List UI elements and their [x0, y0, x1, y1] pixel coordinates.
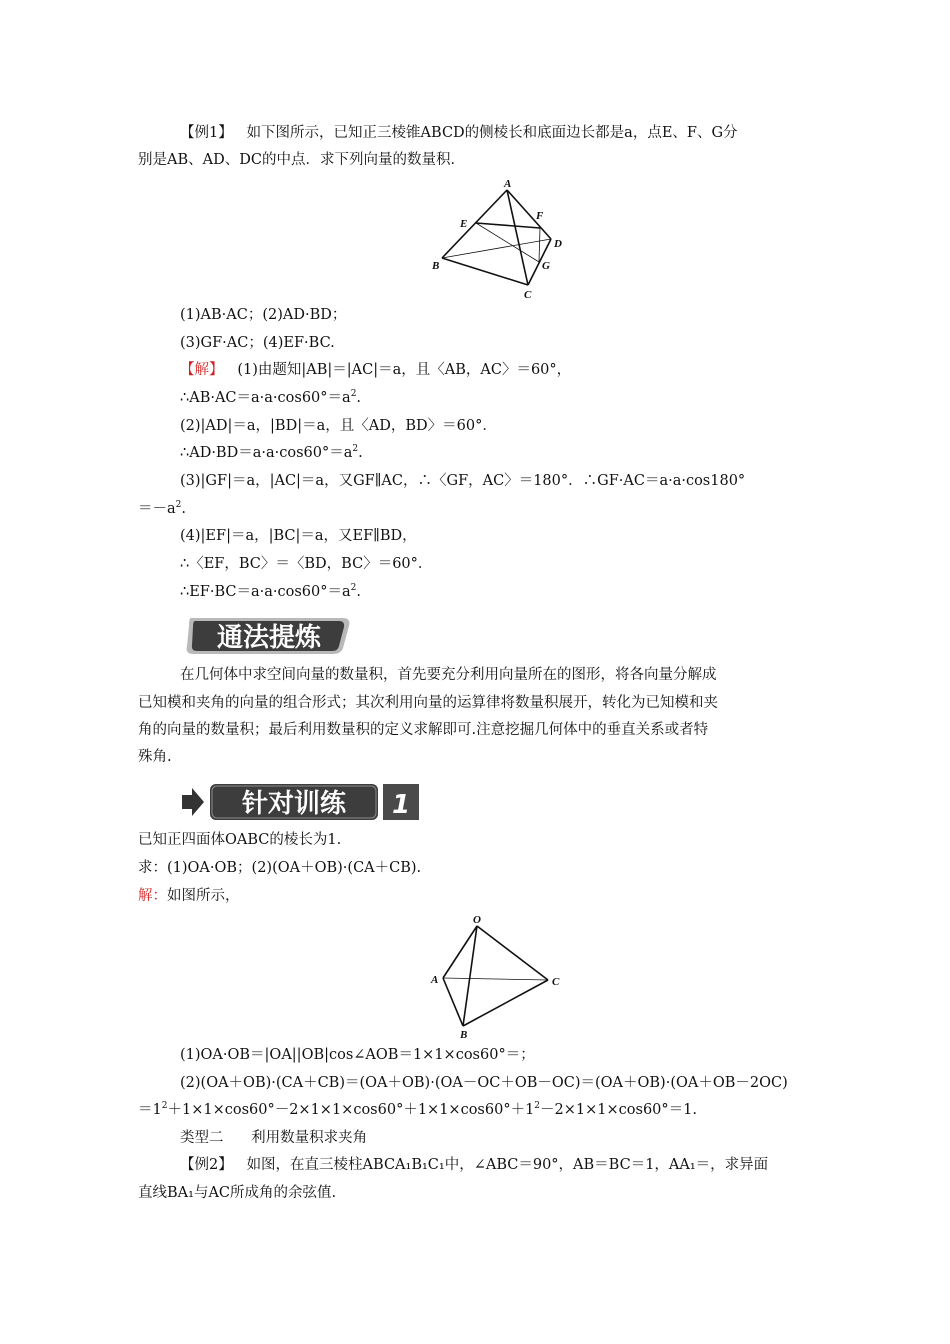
training-solution-line2: (2)(OA＋OB)·(CA＋CB)＝(OA＋OB)·(OA－OC＋OB－OC)＝(OA＋OB)·(OA＋OB－2OC): [180, 1075, 788, 1091]
method-line3: 角的向量的数量积；最后利用数量积的定义求解即可.注意挖掘几何体中的垂直关系或者特: [138, 722, 709, 738]
fig2-label-O: O: [473, 914, 481, 926]
training-banner-number: 1: [391, 790, 411, 820]
fig1-label-F: F: [536, 210, 544, 222]
solution-line3: (2)|AD|＝a，|BD|＝a，且〈AD，BD〉＝60°．: [180, 418, 497, 434]
arrow-right-icon: [182, 788, 204, 816]
training-solution-tag: 解：: [138, 888, 167, 904]
method-line1: 在几何体中求空间向量的数量积，首先要充分利用向量所在的图形，将各向量分解成: [180, 667, 717, 683]
method-line2: 已知模和夹角的向量的组合形式；其次利用向量的运算律将数量积展开，转化为已知模和夹: [138, 695, 718, 711]
training-banner-text: 针对训练: [241, 789, 347, 819]
training-solution-line3: $=1^2+1\times 1\times\cos 60^\circ-2\times 1\times 1\times\cos 60^\circ+1\times 1\times\cos 60^\circ+1^2-2\times 1\times 1\times\cos 60^\circ=1$.: [138, 1101, 697, 1118]
type2-label: 类型二: [180, 1130, 224, 1146]
example2-line2: 直线BA₁与AC所成角的余弦值.: [138, 1185, 337, 1201]
fig1-label-E: E: [460, 218, 468, 230]
fig1-label-C: C: [524, 289, 532, 301]
solution-line8: ∴〈EF，BC〉＝〈BD，BC〉＝60°．: [180, 556, 433, 572]
solution-line2: $\therefore AB\cdot AC=a\cdot a\cdot\cos 60^\circ=a^2$.: [180, 389, 362, 406]
solution-line4: $\therefore AD\cdot BD=a\cdot a\cdot\cos 60^\circ=a^2$.: [180, 444, 363, 461]
training-solution-intro: 解：如图所示，: [138, 888, 240, 904]
fig1-label-B: B: [432, 260, 440, 272]
solution-line6: $=-a^2$.: [138, 500, 186, 517]
example2-line1: 【例2】 如图，在直三棱柱ABCA₁B₁C₁中，∠ABC＝90°，AB＝BC＝1，AA₁＝，求异面: [180, 1157, 769, 1173]
fig2-label-A: A: [431, 974, 439, 986]
method-banner-text: 通法提炼: [216, 623, 322, 653]
training-line2: 求：(1)OA·OB；(2)(OA＋OB)·(CA＋CB).: [138, 860, 422, 876]
solution-line1: 【解】 (1)由题知|AB|＝|AC|＝a，且〈AB，AC〉＝60°，: [180, 362, 572, 378]
method-line4: 殊角.: [138, 749, 172, 765]
example1-tag: 【例1】: [180, 125, 233, 141]
solution-line7: (4)|EF|＝a，|BC|＝a，又EF∥BD，: [180, 528, 417, 544]
fig2-label-B: B: [460, 1029, 468, 1041]
solution-line5: (3)|GF|＝a，|AC|＝a，又GF∥AC，∴〈GF，AC〉＝180°．∴GF·AC＝a·a·cos180°: [180, 473, 746, 489]
solution-line9: $\therefore EF\cdot BC=a\cdot a\cdot\cos 60^\circ=a^2$.: [180, 583, 361, 600]
tetrahedron-figure-1: [420, 172, 580, 307]
example1-text: 如下图所示，已知正三棱锥ABCD的侧棱长和底面边长都是a，点E、F、G分: [246, 125, 738, 141]
training-line1: 已知正四面体OABC的棱长为1.: [138, 832, 342, 848]
type2-heading: [180, 1128, 367, 1148]
question-1-2: (1)AB·AC；(2)AD·BD；: [180, 307, 347, 323]
example1-line1: [180, 123, 738, 143]
method-banner: [183, 614, 353, 656]
type2-title: 利用数量积求夹角: [251, 1130, 368, 1146]
fig2-label-C: C: [552, 976, 560, 988]
training-solution-line1: (1)OA·OB＝|OA||OB|cos∠AOB＝1×1×cos60°＝；: [180, 1047, 535, 1063]
example2-tag: 【例2】: [180, 1157, 233, 1173]
training-banner: [180, 780, 425, 824]
fig1-label-D: D: [554, 238, 562, 250]
fig1-label-A: A: [504, 178, 512, 190]
solution-tag: 【解】: [180, 362, 224, 378]
question-3-4: (3)GF·AC；(4)EF·BC.: [180, 335, 335, 351]
fig1-label-G: G: [542, 260, 550, 272]
tetrahedron-figure-2: [425, 910, 575, 1042]
example1-line2: 别是AB、AD、DC的中点．求下列向量的数量积．: [138, 152, 465, 168]
